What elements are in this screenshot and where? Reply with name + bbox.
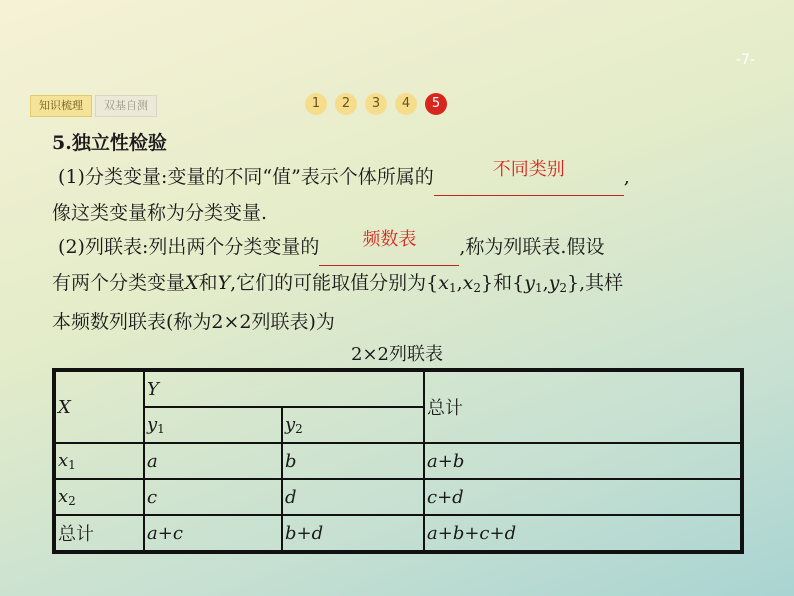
- table-cell: b+d: [282, 515, 424, 552]
- header-y: Y: [144, 370, 424, 407]
- table-cell: d: [282, 479, 424, 515]
- fill-blank-1-answer: 不同类别: [492, 159, 565, 180]
- contingency-table: [52, 368, 744, 554]
- table-row: [54, 443, 742, 479]
- paragraph-2-line-1: (2)列联表:列出两个分类变量的 频数表 ,称为列联表.假设: [52, 230, 752, 266]
- paragraph-1-line-2: 像这类变量称为分类变量.: [52, 202, 268, 224]
- table-cell: a+b: [424, 443, 742, 479]
- table-row: [54, 515, 742, 552]
- pager-item-1[interactable]: 1: [305, 93, 327, 115]
- row-label: $x_2$: [54, 479, 144, 515]
- lesson-content: [52, 126, 752, 339]
- header-x: X: [54, 370, 144, 443]
- table-cell: a+c: [144, 515, 282, 552]
- fill-blank-2: [319, 230, 459, 266]
- paragraph-2-line-2: 有两个分类变量X和Y,它们的可能取值分别为$\{x_1,x_2\}$和$\{y_1,y_2\}$,其样: [52, 272, 624, 295]
- pager-item-2[interactable]: 2: [335, 93, 357, 115]
- pager-item-5-current[interactable]: 5: [425, 93, 447, 115]
- table-cell: b: [282, 443, 424, 479]
- table-row: [54, 479, 742, 515]
- row-label: 总计: [54, 515, 144, 552]
- pager-item-3[interactable]: 3: [365, 93, 387, 115]
- tab-self-test[interactable]: 双基自测: [95, 95, 157, 117]
- table-cell: c+d: [424, 479, 742, 515]
- paragraph-1-line-1: (1)分类变量:变量的不同“值”表示个体所属的 不同类别 ,: [52, 160, 752, 196]
- row-label: $x_1$: [54, 443, 144, 479]
- fill-blank-2-answer: 频数表: [362, 229, 417, 250]
- header-y2: $y_2$: [282, 407, 424, 443]
- table-cell: c: [144, 479, 282, 515]
- table-cell: a+b+c+d: [424, 515, 742, 552]
- page-number: -7-: [736, 52, 756, 68]
- pager-item-4[interactable]: 4: [395, 93, 417, 115]
- table-cell: a: [144, 443, 282, 479]
- table-caption: 2×2列联表: [351, 344, 443, 365]
- tab-knowledge-review[interactable]: 知识梳理: [30, 95, 92, 117]
- pager: [305, 93, 455, 115]
- paragraph-2-line-3: 本频数列联表(称为2×2列联表)为: [52, 311, 335, 333]
- tab-bar: [30, 95, 160, 117]
- header-total: 总计: [424, 370, 742, 443]
- section-heading: 5.独立性检验: [52, 132, 167, 154]
- fill-blank-1: [434, 160, 624, 196]
- header-y1: $y_1$: [144, 407, 282, 443]
